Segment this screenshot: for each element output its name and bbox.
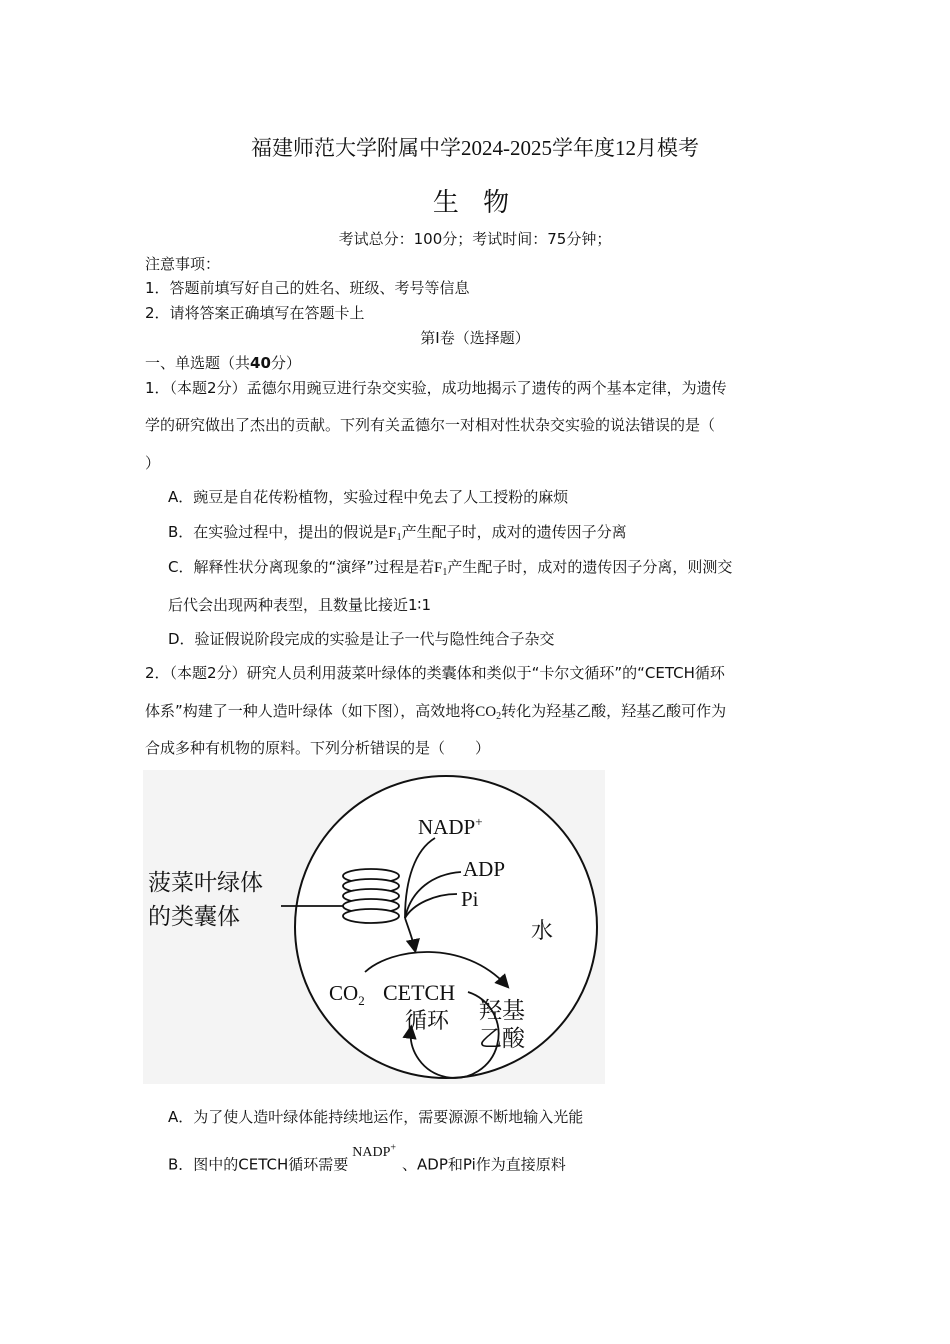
q2-stem-line-3: 合成多种有机物的原料。下列分析错误的是（ ） [145,739,491,757]
q2-option-b-nadp [352,1142,397,1160]
q2-option-b-pre: B．图中的CETCH循环需要 [168,1155,349,1174]
q1-option-b-sub: 1 [396,532,402,543]
q1-option-b-post: 产生配子时，成对的遗传因子分离 [401,523,627,541]
nadp-label-text: NADP [418,815,476,839]
note-item-2: 2．请将答案正确填写在答题卡上 [145,304,365,322]
q2-option-b-nadp-sup: + [390,1142,397,1153]
q1-option-d: D．验证假说阶段完成的实验是让子一代与隐性纯合子杂交 [168,630,555,648]
subject-title: 生 物 [432,188,518,218]
q1-option-c-line-2: 后代会出现两种表型，且数量比接近1∶1 [168,596,431,614]
q2-option-b-post: 、ADP和Pi作为直接原料 [402,1155,566,1174]
q2-stem-line-2-post: 转化为羟基乙酸，羟基乙酸可作为 [501,702,727,720]
q1-option-c-post: 产生配子时，成对的遗传因子分离，则测交 [447,558,733,576]
q1-stem-line-3: ） [145,454,161,472]
part-heading-suffix: 分） [270,354,301,372]
q1-option-b-pre: B．在实验过程中，提出的假说是 [168,523,389,541]
nadp-label-sup: + [475,814,483,829]
exam-title: 福建师范大学附属中学2024-2025学年度12月模考 [251,136,699,160]
q2-stem-line-2 [145,700,726,722]
q1-stem-line-1: 1．（本题2分）孟德尔用豌豆进行杂交实验，成功地揭示了遗传的两个基本定律，为遗传 [145,379,727,397]
notes-heading: 注意事项： [145,255,221,273]
q1-option-c-sub: 1 [442,567,448,578]
q2-stem-line-2-pre: 体系”构建了一种人造叶绿体（如下图），高效地将 [145,702,476,720]
water-label: 水 [531,918,554,943]
q1-option-c-pre: C．解释性状分离现象的“演绎”过程是若 [168,558,435,576]
thylakoid-label-1: 菠菜叶绿体 [148,870,263,895]
thylakoid-stack [343,869,399,923]
adp-label: ADP [463,857,506,881]
pi-label: Pi [461,887,479,911]
q1-option-b-f: F [388,525,397,541]
cetch-label: CETCH [383,980,456,1005]
q2-stem-line-1: 2．（本题2分）研究人员利用菠菜叶绿体的类囊体和类似于“卡尔文循环”的“CETCH循环 [145,664,725,682]
product-label-2: 乙酸 [479,1026,525,1051]
q2-option-b-nadp-text: NADP [352,1144,391,1160]
co2-label-sub: 2 [358,993,365,1008]
thylakoid-label-2: 的类囊体 [148,904,240,929]
q1-option-a: A．豌豆是自花传粉植物，实验过程中免去了人工授粉的麻烦 [168,488,569,506]
nadp-label [418,814,483,839]
figure-svg [143,770,605,1084]
part-heading-points: 40 [250,354,271,372]
q1-option-c [168,556,732,578]
q2-option-b [168,1140,566,1189]
artificial-chloroplast-figure [143,770,605,1084]
q1-option-b [168,521,627,543]
q1-stem-line-2: 学的研究做出了杰出的贡献。下列有关孟德尔一对相对性状杂交实验的说法错误的是（ [145,416,716,434]
q2-stem-co-sub: 2 [496,711,502,722]
note-item-1: 1．答题前填写好自己的姓名、班级、考号等信息 [145,279,470,297]
q1-option-c-f: F [434,560,443,576]
q2-option-a: A．为了使人造叶绿体能持续地运作，需要源源不断地输入光能 [168,1108,584,1126]
volume-heading: 第Ⅰ卷（选择题） [420,329,530,347]
cycle-label: 循环 [405,1008,450,1033]
co2-label-text: CO [329,981,359,1005]
part-heading-prefix: 一、单选题（共 [145,354,251,372]
product-label-1: 羟基 [479,998,525,1023]
exam-info: 考试总分：100分；考试时间：75分钟； [338,230,612,248]
part-heading [145,352,301,373]
q2-stem-co: CO [475,704,497,720]
